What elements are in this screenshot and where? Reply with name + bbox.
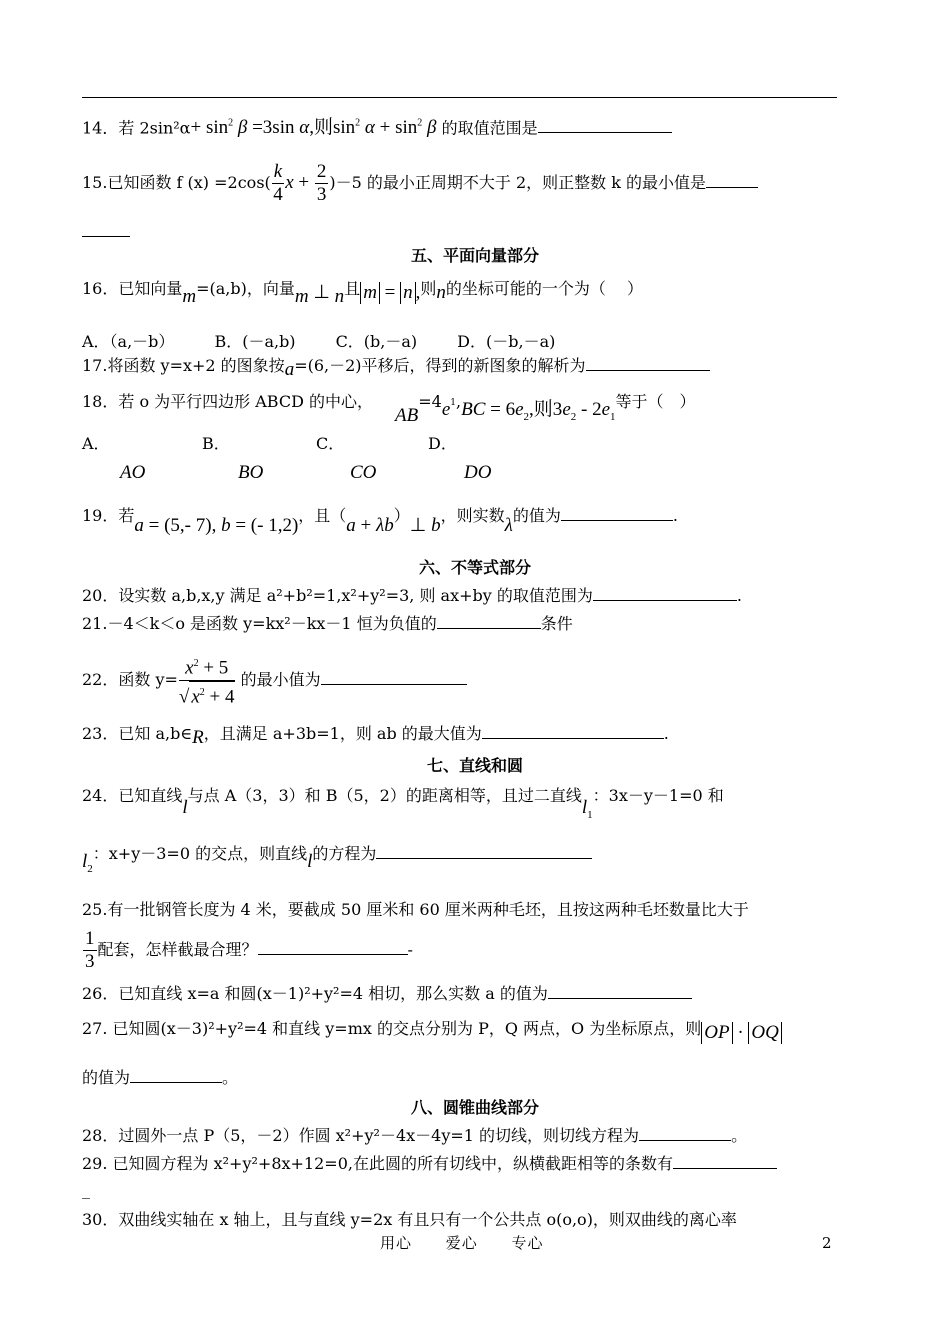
question-19: 19．若a = (5,- 7), b = (- 1,2)，且（a + λb）⊥ b，则实数λ的值为 . bbox=[82, 506, 678, 536]
q18-options bbox=[82, 434, 540, 492]
footer-motto: 用心 爱心 专心 bbox=[380, 1234, 544, 1252]
q15-prefix: 15.已知函数 f (x) =2cos( bbox=[82, 173, 271, 192]
answer-blank bbox=[258, 940, 408, 955]
option-b: B． BO bbox=[202, 434, 264, 483]
q24-text4: ：x+y－3=0 的交点，则直线 bbox=[92, 844, 308, 863]
question-14 bbox=[82, 114, 672, 138]
q24-text1: 24．已知直线 bbox=[82, 786, 183, 805]
question-23: 23．已知 a,b∈R，且满足 a+3b=1，则 ab 的最大值为 . bbox=[82, 724, 669, 748]
q18-text2: =4 bbox=[418, 392, 442, 411]
question-17: 17.将函数 y=x+2 的图象按a=(6,－2)平移后，得到的新图象的解析为 bbox=[82, 356, 710, 376]
answer-blank bbox=[706, 173, 758, 188]
q17-text2: =(6,－2)平移后，得到的新图象的解析为 bbox=[294, 356, 586, 375]
section-heading-vectors: 五、平面向量部分 bbox=[410, 246, 539, 265]
answer-blank bbox=[639, 1126, 731, 1141]
answer-blank bbox=[376, 844, 592, 859]
option-b: B．(－a,b) bbox=[214, 332, 296, 351]
question-20 bbox=[82, 586, 742, 606]
q15-continuation bbox=[82, 222, 130, 242]
q19-text2: ，且（ bbox=[298, 506, 347, 525]
q23-text2: ，且满足 a+3b=1，则 ab 的最大值为 bbox=[203, 724, 482, 743]
header-rule bbox=[82, 97, 837, 98]
q14-prefix: 14．若 2sin²α bbox=[82, 118, 191, 138]
q21-text1: 21.－4＜k＜o 是函数 y=kx²－kx－1 恒为负值的 bbox=[82, 614, 437, 633]
answer-blank bbox=[561, 506, 673, 521]
answer-blank bbox=[130, 1068, 222, 1083]
question-16: 16．已知向量m=(a,b)，向量m ⊥ n且 m = n ,则n的坐标可能的一个为（ ） bbox=[82, 279, 643, 307]
question-29-line2 bbox=[82, 1180, 90, 1200]
answer-blank bbox=[538, 118, 672, 133]
q19-text1: 19．若 bbox=[82, 506, 135, 525]
q16-text5: 的坐标可能的一个为（ ） bbox=[445, 279, 643, 298]
dash: - bbox=[407, 940, 413, 959]
section-heading-conics: 八、圆锥曲线部分 bbox=[410, 1098, 539, 1117]
q30-text: 30．双曲线实轴在 x 轴上，且与直线 y=2x 有且只有一个公共点 o(o,o)，则双曲线的离心率 bbox=[82, 1210, 737, 1229]
answer-blank bbox=[82, 222, 130, 237]
q15-suffix: )－5 的最小正周期不大于 2，则正整数 k 的最小值是 bbox=[329, 173, 707, 192]
question-29 bbox=[82, 1154, 777, 1174]
q24-text3: ：3x－y－1=0 和 bbox=[592, 786, 724, 805]
question-15: 15.已知函数 f (x) =2cos( $\frac{k}{4}$ x + $\frac{2}{3}$ )－5 的最小正周期不大于 2，则正整数 k 的最小值是 bbox=[82, 160, 758, 206]
q24-text2: 与点 A（3，3）和 B（5，2）的距离相等，且过二直线 bbox=[187, 786, 582, 805]
q16-text2: =(a,b)，向量 bbox=[196, 279, 295, 298]
q16-text1: 16．已知向量 bbox=[82, 279, 183, 298]
period: . bbox=[672, 506, 678, 525]
question-18: 18．若 o 为平行四边形 ABCD 的中心，$AB=4e1,BC = 6e_2$,则$3e_2 - 2e_1$等于（ ） bbox=[82, 392, 696, 426]
question-24-line2: $l_2$：x+y－3=0 的交点，则直线l的方程为 bbox=[82, 844, 592, 871]
question-25 bbox=[82, 900, 749, 920]
option-d: D． DO bbox=[428, 434, 492, 483]
q20-text: 20．设实数 a,b,x,y 满足 a²+b²=1,x²+y²=3, 则 ax+by 的取值范围为 bbox=[82, 586, 593, 605]
period: 。 bbox=[731, 1126, 748, 1145]
q19-text4: ，则实数 bbox=[440, 506, 505, 525]
question-26 bbox=[82, 984, 692, 1004]
answer-blank bbox=[437, 614, 541, 629]
question-27-line2 bbox=[82, 1068, 238, 1088]
period: . bbox=[736, 586, 742, 605]
section-heading-inequalities: 六、不等式部分 bbox=[418, 558, 531, 577]
answer-blank bbox=[586, 356, 710, 371]
q19-text5: 的值为 bbox=[512, 506, 561, 525]
option-a: A．（a,－b） bbox=[82, 332, 175, 351]
q16-options bbox=[82, 332, 555, 352]
question-27: 27. 已知圆(x－3)²+y²=4 和直线 y=mx 的交点分别为 P，Q 两点，O 为坐标原点，则 OP · OQ bbox=[82, 1018, 782, 1040]
q26-text: 26．已知直线 x=a 和圆(x－1)²+y²=4 相切，那么实数 a 的值为 bbox=[82, 984, 548, 1003]
fraction-k-4: $\frac{k}{4}$ bbox=[273, 161, 283, 205]
fraction-2-3: $\frac{2}{3}$ bbox=[316, 161, 327, 205]
q19-text3: ） bbox=[393, 506, 410, 525]
q18-text3: 等于（ ） bbox=[615, 392, 696, 411]
answer-blank bbox=[548, 984, 692, 999]
q25-text2: 配套，怎样截最合理？ bbox=[97, 940, 258, 959]
q29-text: 29. 已知圆方程为 x²+y²+8x+12=0,在此圆的所有切线中，纵横截距相等的条数有 bbox=[82, 1154, 673, 1173]
option-c: C．(b,－a) bbox=[335, 332, 418, 351]
question-21 bbox=[82, 614, 573, 634]
q27-text2: 的值为 bbox=[82, 1068, 131, 1087]
fraction-function: $\frac{x^2 + 5}{√ x^2 + 4}$ bbox=[179, 653, 235, 708]
q22-text2: 的最小值为 bbox=[240, 670, 321, 689]
q16-text3: 且 bbox=[344, 279, 361, 298]
period: 。 bbox=[222, 1068, 239, 1087]
q16-text4: 则 bbox=[420, 279, 437, 298]
answer-blank bbox=[321, 670, 467, 685]
question-25-line2 bbox=[82, 927, 413, 973]
q18-text1: 18．若 o 为平行四边形 ABCD 的中心， bbox=[82, 392, 374, 411]
q22-text1: 22．函数 y= bbox=[82, 670, 178, 689]
option-a: A． AO bbox=[82, 434, 146, 483]
q21-text2: 条件 bbox=[540, 614, 573, 633]
q17-text1: 17.将函数 y=x+2 的图象按 bbox=[82, 356, 285, 375]
q24-text5: 的方程为 bbox=[312, 844, 377, 863]
answer-blank bbox=[673, 1154, 777, 1169]
answer-blank bbox=[482, 724, 664, 739]
q29-continuation: _ bbox=[82, 1180, 90, 1199]
q25-text1: 25.有一批钢管长度为 4 米，要截成 50 厘米和 60 厘米两种毛坯，且按这两种毛坯数量比大于 bbox=[82, 900, 749, 919]
q23-text1: 23．已知 a,b∈ bbox=[82, 724, 193, 743]
q27-text1: 27. 已知圆(x－3)²+y²=4 和直线 y=mx 的交点分别为 P，Q 两点，O 为坐标原点，则 bbox=[82, 1019, 702, 1038]
option-d: D．(－b,－a) bbox=[457, 332, 556, 351]
fraction-1-3: $\frac{1}{3}$ bbox=[85, 928, 95, 972]
q28-text: 28．过圆外一点 P（5，－2）作圆 x²+y²－4x－4y=1 的切线，则切线方程为 bbox=[82, 1126, 640, 1145]
section-heading-lines-circles: 七、直线和圆 bbox=[426, 756, 523, 775]
question-28 bbox=[82, 1126, 747, 1146]
question-24: 24．已知直线l与点 A（3，3）和 B（5，2）的距离相等，且过二直线$l_1$：3x－y－1=0 和 bbox=[82, 786, 724, 821]
question-22 bbox=[82, 650, 467, 710]
period: . bbox=[663, 724, 669, 743]
answer-blank bbox=[593, 586, 737, 601]
q14-formula: + $\sin^2 \beta =3\sin$ α,则$\sin^2 \alpha + \sin^2 \beta$ bbox=[190, 117, 437, 139]
option-c: C． CO bbox=[316, 434, 377, 483]
page-number: 2 bbox=[822, 1234, 832, 1252]
q14-suffix: 的取值范围是 bbox=[441, 118, 538, 138]
question-30 bbox=[82, 1210, 737, 1230]
